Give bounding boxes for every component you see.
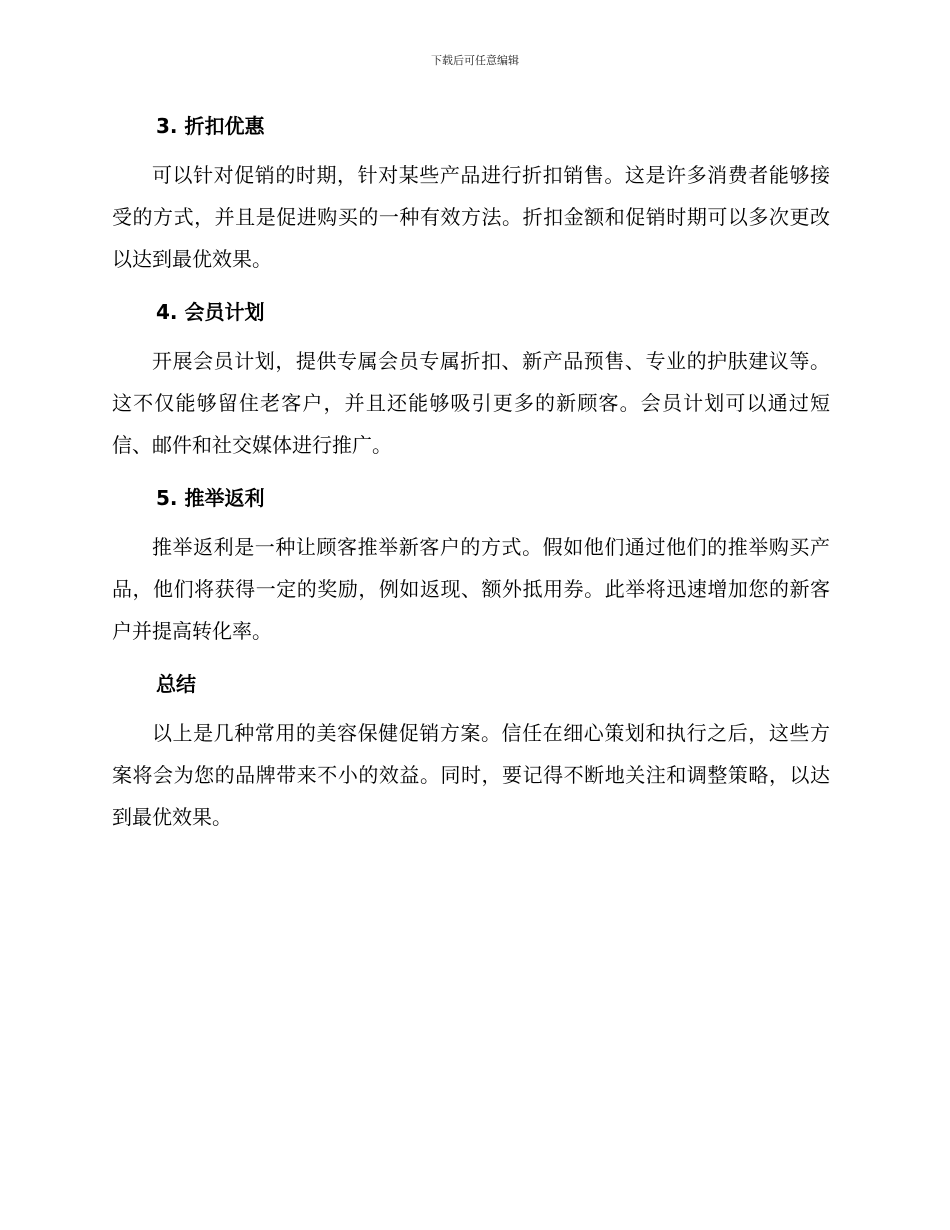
section-heading: 3. 折扣优惠 <box>156 114 265 138</box>
section-heading: 5. 推举返利 <box>156 486 265 510</box>
section-paragraph: 可以针对促销的时期，针对某些产品进行折扣销售。这是许多消费者能够接受的方式，并且是促进购买的一种有效方法。折扣金额和促销时期可以多次更改以达到最优效果。 <box>112 163 830 271</box>
section-heading: 4. 会员计划 <box>156 300 265 324</box>
section-paragraph: 推举返利是一种让顾客推举新客户的方式。假如他们通过他们的推举购买产品，他们将获得一定的奖励，例如返现、额外抵用券。此举将迅速增加您的新客户并提高转化率。 <box>112 535 830 643</box>
section-heading: 总结 <box>156 672 196 696</box>
section-paragraph: 以上是几种常用的美容保健促销方案。信任在细心策划和执行之后，这些方案将会为您的品牌带来不小的效益。同时，要记得不断地关注和调整策略，以达到最优效果。 <box>112 721 830 829</box>
section-membership <box>112 296 830 466</box>
section-paragraph: 开展会员计划，提供专属会员专属折扣、新产品预售、专业的护肤建议等。这不仅能够留住老客户，并且还能够吸引更多的新顾客。会员计划可以通过短信、邮件和社交媒体进行推广。 <box>112 349 830 457</box>
section-summary <box>112 668 830 838</box>
section-referral <box>112 482 830 652</box>
section-discount <box>112 110 830 280</box>
document-body <box>112 110 830 854</box>
page-header: 下载后可任意编辑 <box>431 54 519 67</box>
